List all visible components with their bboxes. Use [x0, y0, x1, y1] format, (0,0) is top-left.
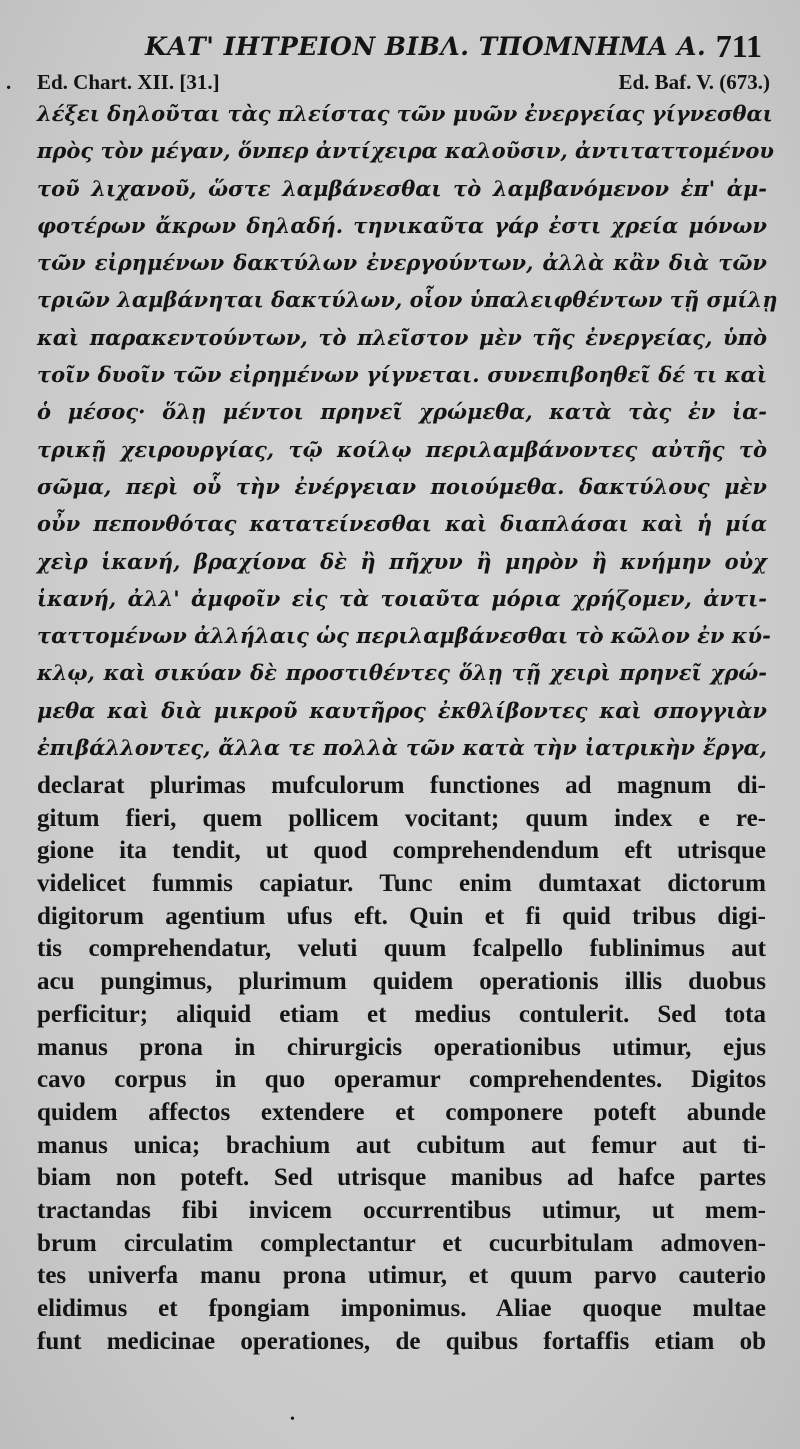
- greek-line: ταττομένων ἀλλήλαις ὡς περιλαμβάνεσθαι τὸ κῶλον ἐν κύ-: [37, 623, 771, 649]
- running-head: [0, 28, 800, 68]
- latin-line: manus prona in chirurgicis operationibus utimur, ejus: [37, 1033, 766, 1061]
- edition-reference-left: Ed. Chart. XII. [31.]: [37, 70, 220, 94]
- latin-line: tractandas fibi invicem occurrentibus utimur, ut mem-: [37, 1196, 766, 1224]
- greek-line: κλῳ, καὶ σικύαν δὲ προστιθέντες ὅλῃ τῇ χειρὶ πρηνεῖ χρώ-: [37, 660, 767, 686]
- greek-line: φοτέρων ἄκρων δηλαδή. τηνικαῦτα γάρ ἐστι χρεία μόνων: [37, 212, 767, 238]
- latin-line: elidimus et fpongiam imponimus. Aliae quoque multae: [37, 1295, 766, 1322]
- page-number: 711: [715, 28, 762, 64]
- margin-mark: .: [6, 70, 12, 94]
- latin-line: cavo corpus in quo operamur comprehendentes. Digitos: [37, 1066, 766, 1094]
- greek-line: ἐπιβάλλοντες, ἄλλα τε πολλὰ τῶν κατὰ τὴν ἰατρικὴν ἔργα,: [37, 735, 767, 761]
- edition-line: [0, 70, 800, 96]
- latin-line: acu pungimus, plurimum quidem operationis illis duobus: [37, 968, 766, 996]
- latin-line: funt medicinae operationes, de quibus fortaffis etiam ob: [37, 1327, 766, 1355]
- greek-line: ὁ μέσος· ὅλῃ μέντοι πρηνεῖ χρώμεθα, κατὰ τὰς ἐν ἰα-: [37, 399, 767, 425]
- greek-line: τῶν εἰρημένων δακτύλων ἐνεργούντων, ἀλλὰ κἂν διὰ τῶν: [37, 250, 767, 276]
- greek-line: τρικῇ χειρουργίας, τῷ κοίλῳ περιλαμβάνοντες αὐτῆς τὸ: [37, 436, 767, 462]
- latin-line: biam non poteft. Sed utrisque manibus ad hafce partes: [37, 1164, 766, 1192]
- greek-line: καὶ παρακεντούντων, τὸ πλεῖστον μὲν τῆς ἐνεργείας, ὑπὸ: [37, 324, 767, 350]
- latin-line: manus unica; brachium aut cubitum aut femur aut ti-: [37, 1131, 766, 1159]
- greek-text-block: [37, 95, 778, 766]
- latin-line: quidem affectos extendere et componere poteft abunde: [37, 1098, 766, 1126]
- latin-text-block: [37, 770, 766, 1358]
- latin-line: digitorum agentium ufus eft. Quin et fi quid tribus digi-: [37, 902, 766, 930]
- latin-line: tis comprehendatur, veluti quum fcalpello fublinimus aut: [37, 935, 766, 963]
- bottom-mark: •: [290, 1412, 295, 1427]
- greek-line: μεθα καὶ διὰ μικροῦ καυτῆρος ἐκθλίβοντες καὶ σπογγιὰν: [37, 697, 767, 723]
- greek-line: λέξει δηλοῦται τὰς πλείστας τῶν μυῶν ἐνεργείας γίγνεσθαι: [37, 101, 773, 126]
- latin-line: declarat plurimas mufculorum functiones ad magnum di-: [37, 772, 766, 799]
- latin-line: gione ita tendit, ut quod comprehendendum eft utrisque: [37, 837, 766, 865]
- greek-line: ἱκανή, ἀλλ' ἀμφοῖν εἰς τὰ τοιαῦτα μόρια χρήζομεν, ἀντι-: [37, 585, 767, 611]
- latin-line: tes univerfa manu prona utimur, et quum parvo cauterio: [37, 1262, 766, 1290]
- greek-line: τοῖν δυοῖν τῶν εἰρημένων γίγνεται. συνεπιβοηθεῖ δέ τι καὶ: [37, 362, 767, 388]
- greek-line: τριῶν λαμβάνηται δακτύλων, οἷον ὑπαλειφθέντων τῇ σμίλῃ: [37, 287, 778, 313]
- greek-line: πρὸς τὸν μέγαν, ὅνπερ ἀντίχειρα καλοῦσιν, ἀντιταττομένου: [37, 138, 774, 164]
- greek-line: χεὶρ ἱκανή, βραχίονα δὲ ἢ πῆχυν ἢ μηρὸν ἢ κνήμην οὐχ: [37, 548, 767, 574]
- greek-line: σῶμα, περὶ οὗ τὴν ἐνέργειαν ποιούμεθα. δακτύλους μὲν: [37, 473, 767, 499]
- greek-line: τοῦ λιχανοῦ, ὥστε λαμβάνεσθαι τὸ λαμβανόμενον ἐπ' ἀμ-: [37, 175, 767, 201]
- running-title: ΚΑΤ' ΙΗΤΡΕΙΟΝ ΒΙΒΛ. ΤΠΟΜΝΗΜΑ Α.: [145, 32, 707, 61]
- latin-line: videlicet fummis capiatur. Tunc enim dumtaxat dictorum: [37, 870, 766, 898]
- latin-line: brum circulatim complectantur et cucurbitulam admoven-: [37, 1229, 766, 1257]
- greek-line: οὖν πεπονθότας κατατείνεσθαι καὶ διαπλάσαι καὶ ἡ μία: [37, 511, 767, 537]
- latin-line: perficitur; aliquid etiam et medius contulerit. Sed tota: [37, 1000, 766, 1028]
- latin-line: gitum fieri, quem pollicem vocitant; quum index e re-: [37, 804, 766, 832]
- edition-reference-right: Ed. Baf. V. (673.): [618, 70, 770, 94]
